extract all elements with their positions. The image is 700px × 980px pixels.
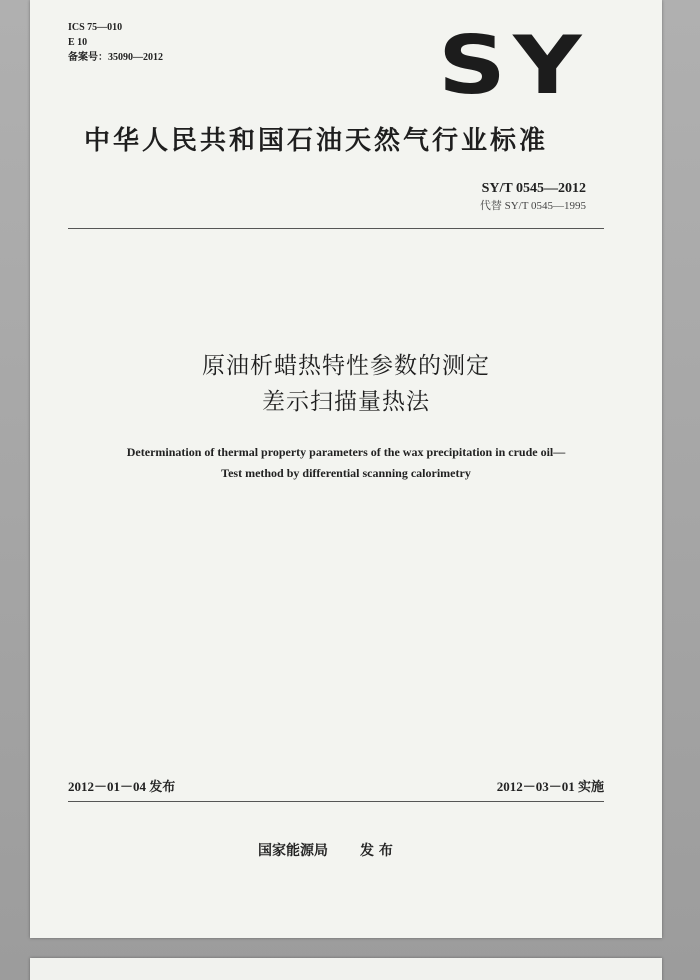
issuer-block	[258, 840, 393, 860]
ics-code: ICS 75—010	[68, 22, 123, 33]
sy-logo: SY	[438, 19, 589, 112]
organization-title: 中华人民共和国石油天然气行业标准	[84, 126, 549, 156]
footer-divider	[68, 801, 604, 802]
title-en-line2: Test method by differential scanning calorimetry	[221, 466, 471, 480]
classification-block	[68, 20, 163, 65]
next-page-edge[interactable]	[30, 958, 662, 980]
implement-date: 2012－03－01 实施	[496, 779, 604, 794]
header-divider	[68, 228, 604, 229]
issue-date: 2012－01－04 发布	[68, 779, 176, 794]
record-number: 备案号：35090—2012	[68, 52, 163, 63]
replaces-standard: 代替 SY/T 0545—1995	[479, 200, 586, 212]
standard-number: SY/T 0545—2012	[481, 181, 586, 196]
issuer-name: 国家能源局	[258, 843, 328, 859]
title-zh-line2: 差示扫描量热法	[262, 389, 430, 415]
issuer-action: 发 布	[360, 843, 393, 859]
standard-number-block	[480, 180, 586, 214]
title-zh-line1: 原油析蜡热特性参数的测定	[202, 353, 490, 379]
title-en-line1: Determination of thermal property parameters of the wax precipitation in crude oil—	[126, 445, 566, 459]
document-page[interactable]	[30, 0, 662, 938]
classification-code: E 10	[68, 37, 88, 48]
